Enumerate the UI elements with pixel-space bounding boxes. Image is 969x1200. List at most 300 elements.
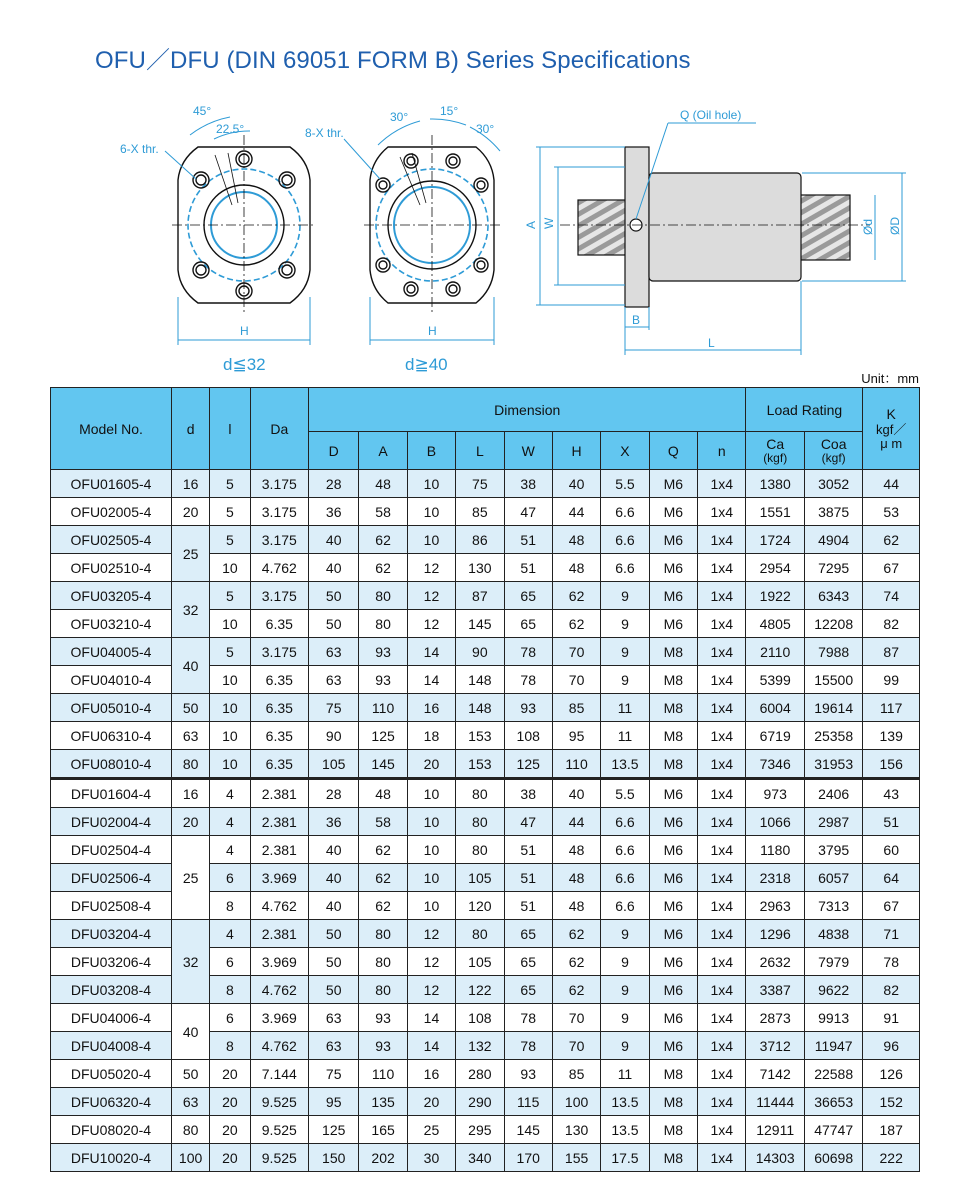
cell-q: M6: [649, 1004, 697, 1032]
cell-a: 58: [359, 498, 407, 526]
cell-ca: 3387: [746, 976, 804, 1004]
w-dim-label: W: [542, 217, 556, 229]
cell-coa: 3052: [804, 470, 862, 498]
table-row: [51, 1116, 920, 1144]
cell-d: 32: [171, 920, 209, 1004]
table-row: [51, 836, 920, 864]
cell-ca: 7346: [746, 750, 804, 779]
cell-n: 1x4: [698, 526, 746, 554]
cell-model: OFU06310-4: [51, 722, 172, 750]
cell-k: 82: [863, 610, 920, 638]
cell-a: 80: [359, 610, 407, 638]
cell-b: 10: [407, 892, 455, 920]
cell-l: 5: [210, 470, 250, 498]
cell-d: 32: [171, 582, 209, 638]
cell-k: 64: [863, 864, 920, 892]
cell-model: DFU10020-4: [51, 1144, 172, 1172]
cell-h: 62: [552, 610, 600, 638]
cell-d: 105: [309, 750, 359, 779]
cell-n: 1x4: [698, 498, 746, 526]
cell-ca: 4805: [746, 610, 804, 638]
cell-ca: 6004: [746, 694, 804, 722]
cell-coa: 7979: [804, 948, 862, 976]
cell-d: 50: [309, 610, 359, 638]
cell-l: 5: [210, 582, 250, 610]
cell-da: 4.762: [250, 892, 308, 920]
header-k-unit-2: μ m: [880, 436, 903, 451]
cell-k: 87: [863, 638, 920, 666]
cell-b: 14: [407, 666, 455, 694]
angle-15-label: 15°: [440, 104, 459, 118]
cell-da: 2.381: [250, 920, 308, 948]
cell-ca: 14303: [746, 1144, 804, 1172]
cell-ca: 2954: [746, 554, 804, 582]
cell-d: 50: [309, 920, 359, 948]
cell-da: 2.381: [250, 779, 308, 808]
cell-ca: 1551: [746, 498, 804, 526]
cell-n: 1x4: [698, 976, 746, 1004]
cell-h: 48: [552, 892, 600, 920]
header-A: A: [359, 432, 407, 470]
cell-model: DFU04008-4: [51, 1032, 172, 1060]
cell-h: 40: [552, 470, 600, 498]
cell-x: 6.6: [601, 836, 649, 864]
cell-ca: 5399: [746, 666, 804, 694]
cell-model: DFU02504-4: [51, 836, 172, 864]
cell-h: 130: [552, 1116, 600, 1144]
cell-da: 2.381: [250, 808, 308, 836]
cell-k: 222: [863, 1144, 920, 1172]
cell-w: 78: [504, 638, 552, 666]
cell-x: 13.5: [601, 1116, 649, 1144]
cell-n: 1x4: [698, 582, 746, 610]
cell-d: 90: [309, 722, 359, 750]
cell-x: 6.6: [601, 864, 649, 892]
cell-da: 6.35: [250, 666, 308, 694]
cell-k: 43: [863, 779, 920, 808]
cell-l: 105: [456, 948, 504, 976]
cell-b: 10: [407, 808, 455, 836]
cell-n: 1x4: [698, 1060, 746, 1088]
cell-b: 12: [407, 948, 455, 976]
cell-da: 3.175: [250, 638, 308, 666]
cell-l: 130: [456, 554, 504, 582]
cell-b: 12: [407, 582, 455, 610]
cell-k: 91: [863, 1004, 920, 1032]
cell-l: 10: [210, 750, 250, 779]
l-dim-label: L: [708, 336, 715, 350]
cell-model: DFU02506-4: [51, 864, 172, 892]
cell-x: 5.5: [601, 470, 649, 498]
header-H: H: [552, 432, 600, 470]
cell-h: 48: [552, 554, 600, 582]
cell-w: 65: [504, 610, 552, 638]
cell-model: OFU04005-4: [51, 638, 172, 666]
cell-q: M6: [649, 498, 697, 526]
cell-k: 74: [863, 582, 920, 610]
cell-d: 40: [309, 836, 359, 864]
cell-b: 12: [407, 920, 455, 948]
cell-model: OFU02510-4: [51, 554, 172, 582]
cell-a: 62: [359, 892, 407, 920]
cell-b: 10: [407, 836, 455, 864]
cell-ca: 2873: [746, 1004, 804, 1032]
h-dim-label-left: H: [240, 324, 249, 338]
cell-k: 139: [863, 722, 920, 750]
cell-x: 11: [601, 722, 649, 750]
cell-h: 100: [552, 1088, 600, 1116]
cell-w: 93: [504, 694, 552, 722]
cell-da: 4.762: [250, 976, 308, 1004]
cell-x: 11: [601, 1060, 649, 1088]
cell-n: 1x4: [698, 948, 746, 976]
cell-l: 290: [456, 1088, 504, 1116]
cell-l: 90: [456, 638, 504, 666]
cell-l: 132: [456, 1032, 504, 1060]
cell-ca: 1296: [746, 920, 804, 948]
cell-d: 40: [309, 864, 359, 892]
cell-k: 156: [863, 750, 920, 779]
cell-n: 1x4: [698, 779, 746, 808]
cell-model: OFU03210-4: [51, 610, 172, 638]
cell-coa: 15500: [804, 666, 862, 694]
cell-da: 2.381: [250, 836, 308, 864]
cell-da: 6.35: [250, 750, 308, 779]
cell-model: DFU03204-4: [51, 920, 172, 948]
cell-w: 108: [504, 722, 552, 750]
cell-da: 6.35: [250, 694, 308, 722]
cell-w: 65: [504, 948, 552, 976]
cell-h: 62: [552, 976, 600, 1004]
header-D: D: [309, 432, 359, 470]
table-header: [51, 388, 920, 470]
cell-d: 63: [309, 1004, 359, 1032]
cell-k: 62: [863, 526, 920, 554]
cell-k: 78: [863, 948, 920, 976]
cell-x: 11: [601, 694, 649, 722]
cell-l: 8: [210, 976, 250, 1004]
cell-q: M6: [649, 554, 697, 582]
cell-l: 4: [210, 779, 250, 808]
table-row: [51, 498, 920, 526]
cell-l: 108: [456, 1004, 504, 1032]
cell-h: 62: [552, 920, 600, 948]
cell-q: M8: [649, 694, 697, 722]
cell-q: M8: [649, 666, 697, 694]
cell-a: 125: [359, 722, 407, 750]
cell-k: 152: [863, 1088, 920, 1116]
cell-model: OFU05010-4: [51, 694, 172, 722]
cell-d: 40: [309, 526, 359, 554]
table-row: [51, 808, 920, 836]
header-model: Model No.: [51, 388, 172, 470]
cell-l: 4: [210, 836, 250, 864]
cell-q: M8: [649, 1144, 697, 1172]
cell-w: 78: [504, 1032, 552, 1060]
oil-hole-label: Q (Oil hole): [680, 108, 742, 122]
cell-d: 80: [171, 1116, 209, 1144]
cell-d: 28: [309, 779, 359, 808]
cell-k: 117: [863, 694, 920, 722]
caption-large-dia: d≧40: [405, 355, 448, 374]
cell-coa: 36653: [804, 1088, 862, 1116]
cell-q: M6: [649, 470, 697, 498]
angle-30-label-a: 30°: [390, 110, 409, 124]
flange-view-small: [165, 117, 316, 345]
thread-8x-label: 8-X thr.: [305, 126, 344, 140]
cell-l: 340: [456, 1144, 504, 1172]
cell-n: 1x4: [698, 666, 746, 694]
caption-small-dia: d≦32: [223, 355, 266, 374]
cell-h: 70: [552, 666, 600, 694]
cell-l: 148: [456, 666, 504, 694]
cell-l: 6: [210, 864, 250, 892]
cell-ca: 1380: [746, 470, 804, 498]
cell-d: 36: [309, 498, 359, 526]
cell-x: 9: [601, 948, 649, 976]
angle-30-label-b: 30°: [476, 122, 495, 136]
cell-k: 71: [863, 920, 920, 948]
cell-n: 1x4: [698, 470, 746, 498]
cell-b: 10: [407, 779, 455, 808]
cell-model: OFU03205-4: [51, 582, 172, 610]
header-n: n: [698, 432, 746, 470]
cell-ca: 1922: [746, 582, 804, 610]
cell-l: 8: [210, 1032, 250, 1060]
cell-l: 5: [210, 526, 250, 554]
cell-x: 6.6: [601, 554, 649, 582]
header-da: Da: [250, 388, 308, 470]
cell-l: 75: [456, 470, 504, 498]
h-dim-label-middle: H: [428, 324, 437, 338]
cell-coa: 7295: [804, 554, 862, 582]
nut-side-view: [560, 147, 870, 307]
cell-l: 122: [456, 976, 504, 1004]
cell-d: 20: [171, 808, 209, 836]
thread-6x-label: 6-X thr.: [120, 142, 159, 156]
cell-d: 75: [309, 694, 359, 722]
cell-h: 48: [552, 526, 600, 554]
cell-model: DFU01604-4: [51, 779, 172, 808]
cell-q: M6: [649, 892, 697, 920]
cell-model: DFU04006-4: [51, 1004, 172, 1032]
cell-x: 13.5: [601, 750, 649, 779]
header-k-unit-1: kgf／: [876, 422, 907, 437]
cell-w: 170: [504, 1144, 552, 1172]
spec-table: [50, 387, 920, 1172]
cell-d: 150: [309, 1144, 359, 1172]
header-l: l: [210, 388, 250, 470]
unit-label: Unit：mm: [861, 371, 919, 386]
cell-d: 50: [171, 694, 209, 722]
cell-b: 12: [407, 610, 455, 638]
cell-l: 10: [210, 554, 250, 582]
cell-model: DFU08020-4: [51, 1116, 172, 1144]
cell-d: 50: [309, 582, 359, 610]
header-coa: [804, 432, 862, 470]
header-d: d: [171, 388, 209, 470]
cell-a: 135: [359, 1088, 407, 1116]
cell-q: M6: [649, 610, 697, 638]
cell-da: 3.969: [250, 948, 308, 976]
cell-k: 67: [863, 892, 920, 920]
cell-b: 16: [407, 694, 455, 722]
cell-b: 30: [407, 1144, 455, 1172]
cell-a: 93: [359, 638, 407, 666]
header-ca-label: Ca: [766, 435, 785, 452]
cell-n: 1x4: [698, 808, 746, 836]
cell-w: 115: [504, 1088, 552, 1116]
header-k-label: K: [886, 406, 896, 422]
cell-b: 14: [407, 1032, 455, 1060]
header-L: L: [456, 432, 504, 470]
cell-model: OFU01605-4: [51, 470, 172, 498]
cell-ca: 11444: [746, 1088, 804, 1116]
cell-h: 62: [552, 948, 600, 976]
cell-a: 62: [359, 836, 407, 864]
cell-n: 1x4: [698, 722, 746, 750]
cell-h: 48: [552, 864, 600, 892]
cell-x: 13.5: [601, 1088, 649, 1116]
cell-l: 10: [210, 694, 250, 722]
cell-q: M6: [649, 948, 697, 976]
cell-coa: 3875: [804, 498, 862, 526]
cell-l: 105: [456, 864, 504, 892]
table-row: [51, 638, 920, 666]
cell-x: 9: [601, 610, 649, 638]
cell-x: 6.6: [601, 808, 649, 836]
cell-q: M6: [649, 864, 697, 892]
cell-coa: 7988: [804, 638, 862, 666]
cell-l: 87: [456, 582, 504, 610]
cell-h: 48: [552, 836, 600, 864]
cell-d: 63: [309, 638, 359, 666]
cell-l: 5: [210, 638, 250, 666]
cell-d: 40: [171, 1004, 209, 1060]
cell-da: 4.762: [250, 1032, 308, 1060]
cell-q: M6: [649, 976, 697, 1004]
cell-d: 50: [309, 976, 359, 1004]
cell-a: 80: [359, 976, 407, 1004]
angle-45-label: 45°: [193, 104, 212, 118]
cell-coa: 47747: [804, 1116, 862, 1144]
cell-b: 18: [407, 722, 455, 750]
cell-coa: 9913: [804, 1004, 862, 1032]
cell-l: 145: [456, 610, 504, 638]
cell-coa: 3795: [804, 836, 862, 864]
cell-n: 1x4: [698, 836, 746, 864]
cell-q: M6: [649, 582, 697, 610]
outer-dia-label: ØD: [888, 217, 902, 235]
cell-d: 50: [171, 1060, 209, 1088]
cell-w: 51: [504, 892, 552, 920]
cell-a: 48: [359, 470, 407, 498]
cell-coa: 2987: [804, 808, 862, 836]
cell-a: 80: [359, 582, 407, 610]
cell-n: 1x4: [698, 694, 746, 722]
cell-model: DFU06320-4: [51, 1088, 172, 1116]
cell-d: 40: [309, 554, 359, 582]
cell-da: 3.175: [250, 470, 308, 498]
table-row: [51, 1060, 920, 1088]
cell-h: 62: [552, 582, 600, 610]
cell-x: 9: [601, 1032, 649, 1060]
cell-x: 9: [601, 666, 649, 694]
cell-d: 36: [309, 808, 359, 836]
cell-d: 28: [309, 470, 359, 498]
cell-n: 1x4: [698, 610, 746, 638]
cell-h: 70: [552, 638, 600, 666]
header-coa-unit: (kgf): [821, 450, 846, 465]
cell-b: 10: [407, 864, 455, 892]
cell-d: 95: [309, 1088, 359, 1116]
cell-h: 85: [552, 1060, 600, 1088]
cell-l: 6: [210, 1004, 250, 1032]
cell-ca: 7142: [746, 1060, 804, 1088]
cell-model: OFU02505-4: [51, 526, 172, 554]
cell-w: 38: [504, 470, 552, 498]
cell-l: 20: [210, 1116, 250, 1144]
cell-n: 1x4: [698, 864, 746, 892]
cell-q: M8: [649, 1060, 697, 1088]
cell-a: 93: [359, 1004, 407, 1032]
cell-l: 20: [210, 1060, 250, 1088]
cell-x: 9: [601, 582, 649, 610]
cell-k: 82: [863, 976, 920, 1004]
cell-l: 10: [210, 722, 250, 750]
cell-model: DFU02508-4: [51, 892, 172, 920]
cell-q: M6: [649, 1032, 697, 1060]
cell-l: 295: [456, 1116, 504, 1144]
cell-q: M6: [649, 526, 697, 554]
cell-ca: 1724: [746, 526, 804, 554]
cell-n: 1x4: [698, 750, 746, 779]
cell-ca: 1180: [746, 836, 804, 864]
cell-coa: 22588: [804, 1060, 862, 1088]
cell-h: 40: [552, 779, 600, 808]
header-k: [863, 388, 920, 470]
cell-w: 125: [504, 750, 552, 779]
cell-coa: 31953: [804, 750, 862, 779]
cell-b: 10: [407, 526, 455, 554]
cell-k: 53: [863, 498, 920, 526]
cell-d: 25: [171, 526, 209, 582]
cell-da: 3.175: [250, 498, 308, 526]
cell-k: 99: [863, 666, 920, 694]
cell-b: 25: [407, 1116, 455, 1144]
cell-a: 48: [359, 779, 407, 808]
cell-model: DFU05020-4: [51, 1060, 172, 1088]
cell-q: M8: [649, 750, 697, 779]
cell-a: 110: [359, 694, 407, 722]
cell-da: 7.144: [250, 1060, 308, 1088]
cell-ca: 1066: [746, 808, 804, 836]
cell-h: 70: [552, 1004, 600, 1032]
cell-w: 65: [504, 976, 552, 1004]
cell-w: 51: [504, 864, 552, 892]
cell-model: OFU08010-4: [51, 750, 172, 779]
cell-da: 3.175: [250, 526, 308, 554]
cell-ca: 973: [746, 779, 804, 808]
cell-coa: 6343: [804, 582, 862, 610]
cell-l: 4: [210, 920, 250, 948]
cell-coa: 4904: [804, 526, 862, 554]
header-W: W: [504, 432, 552, 470]
cell-n: 1x4: [698, 1004, 746, 1032]
angle-22-label: 22.5°: [216, 122, 245, 136]
cell-n: 1x4: [698, 892, 746, 920]
cell-n: 1x4: [698, 1032, 746, 1060]
